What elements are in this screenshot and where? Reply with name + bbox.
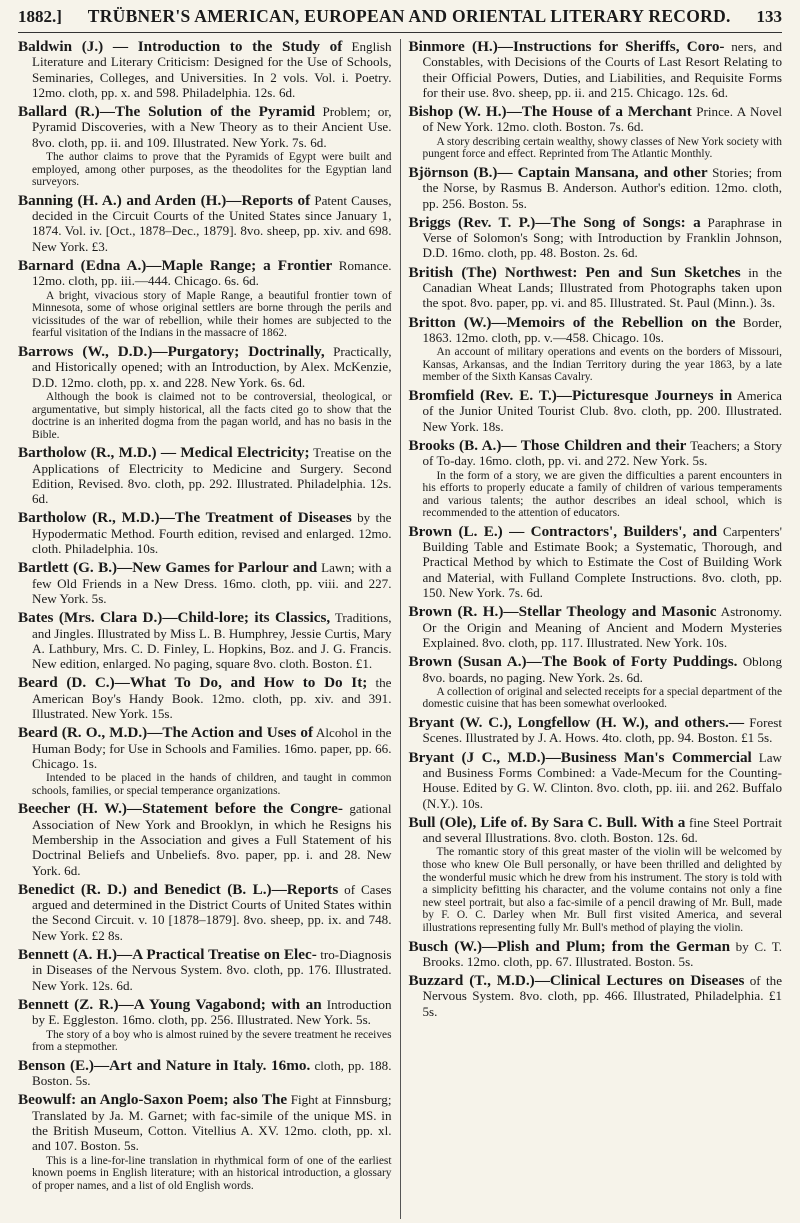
entry-note: A collection of original and selected receipts for a special department of the domestic cuisine that has been somewhat overlooked.	[422, 685, 782, 711]
entry-details: Law and Business Forms Combined: a Vade-Mecum for the Counting-House. Edited by G. W. Clinton. 8vo. cloth, pp. iii. and 262. Buffalo (N.Y.). 10s.	[422, 749, 782, 811]
entry-details: Traditions, and Jingles. Illustrated by Miss L. B. Humphrey, Jessie Curtis, Mary A. Lathbury, Mrs. C. D. Finley, L. Hopkins, Boz. and J. G. Francis. New edition, enlarged. No paging, square 8vo. cloth. Boston. £1.	[32, 610, 392, 672]
entry-note: Intended to be placed in the hands of children, and taught in common schools, families, or special temperance organizations.	[32, 772, 392, 797]
entry-heading: Baldwin (J.) — Introduction to the Study of	[18, 39, 343, 55]
entry-heading: Benedict (R. D.) and Benedict (B. L.)—Reports	[18, 880, 339, 898]
right-column	[401, 39, 783, 1219]
catalogue-entry	[409, 315, 783, 384]
entry-details: English Literature and Literary Criticism: Designed for the Use of Schools, Seminaries, Colleges, and Universities. In 2 vols. Vol. i. Poetry. 12mo. cloth, pp. x. and 598. Philadelphia. 12s. 6d.	[32, 39, 392, 100]
header-title: TRÜBNER'S AMERICAN, EUROPEAN AND ORIENTAL LITERARY RECORD.	[87, 6, 731, 26]
entry-heading: British (The) Northwest: Pen and Sun Sketches	[408, 263, 741, 281]
entry-heading: Bartholow (R., M.D.)—The Treatment of Diseases	[18, 509, 352, 527]
catalogue-entry	[409, 715, 783, 746]
entry-heading: Buzzard (T., M.D.)—Clinical Lectures on Diseases	[408, 972, 745, 990]
entry-note: A story describing certain wealthy, showy classes of New York society with pungent force and effect. Reprinted from The Atlantic Monthly.	[422, 135, 782, 161]
entry-details: Fight at Finnsburg; Translated by Ja. M. Garnet; with fac-simile of the unique MS. in the British Museum, Cotton. Vitellius A. XV. 12mo. cloth, pp. xl. and 107. Boston. 5s.	[32, 1092, 392, 1154]
entry-details: Astronomy. Or the Origin and Meaning of Ancient and Modern Mysteries Explained. 8vo. cloth, pp. 117. Illustrated. New York. 10s.	[422, 604, 782, 650]
entry-heading: Briggs (Rev. T. P.)—The Song of Songs: a	[408, 213, 701, 231]
entry-heading: Brooks (B. A.)— Those Children and their	[408, 436, 687, 454]
entry-heading: Bryant (J C., M.D.)—Business Man's Commercial	[408, 748, 752, 766]
entry-details: Introduction by E. Eggleston. 16mo. cloth, pp. 256. Illustrated. New York. 5s.	[32, 996, 392, 1028]
catalogue-entry	[409, 939, 783, 970]
catalogue-entry	[409, 815, 783, 935]
catalogue-entry	[409, 165, 783, 211]
entry-details: by the Hypodermatic Method. Fourth edition, revised and enlarged. 12mo. cloth. Philadelphia. 10s.	[32, 510, 392, 557]
columns	[18, 39, 782, 1219]
running-header	[18, 6, 782, 33]
catalogue-entry	[18, 801, 392, 877]
entry-heading: Bryant (W. C.), Longfellow (H. W.), and others.—	[408, 714, 745, 732]
entry-details: in the Canadian Wheat Lands; Illustrated from Photographs taken upon the spot. 8vo. paper, pp. vi. and 85. Illustrated. St. Paul (Minn.). 3s.	[422, 264, 782, 311]
entry-details: cloth, pp. 188. Boston. 5s.	[32, 1057, 392, 1089]
entry-note: The romantic story of this great master of the violin will be welcomed by those who knew Ole Bull personally, or have been thrilled and delighted by the wonderful music which he drew from his instrument. The story is told with a simplicity befitting his character, and the volume contains not only a fine new steel portrait, but also a fac-simile of a pencil drawing of Mr. Bull, made by F. O. C. Darley when Mr. Bull first visited America, and several illustrations representing fully Mr. Bull's method of playing the violin.	[422, 846, 782, 934]
catalogue-entry	[409, 973, 783, 1019]
catalogue-entry	[18, 193, 392, 254]
entry-heading: Britton (W.)—Memoirs of the Rebellion on the	[408, 313, 736, 331]
entry-details: by C. T. Brooks. 12mo. cloth, pp. 67. Illustrated. Boston. 5s.	[422, 938, 782, 969]
catalogue-entry	[409, 39, 783, 100]
catalogue-entry	[409, 215, 783, 261]
entry-heading: Beecher (H. W.)—Statement before the Congre-	[18, 800, 343, 818]
catalogue-entry	[18, 258, 392, 340]
entry-heading: Barnard (Edna A.)—Maple Range; a Frontier	[18, 257, 333, 275]
entry-details: Romance. 12mo. cloth, pp. iii.—444. Chicago. 6s. 6d.	[32, 258, 392, 289]
entry-heading: Brown (Susan A.)—The Book of Forty Puddings.	[408, 653, 738, 671]
page-number: 133	[756, 7, 782, 26]
header-year: 1882.]	[18, 7, 62, 26]
entry-details: Problem; or, Pyramid Discoveries, with a New Theory as to their Ancient Use. 8vo. cloth, pp. ii. and 109. Illustrated. New York. 7s. 6d.	[32, 104, 392, 150]
entry-details: of the Nervous System. 8vo. cloth, pp. 466. Illustrated, Philadelphia. £1 5s.	[422, 973, 782, 1019]
entry-note: A bright, vivacious story of Maple Range, a beautiful frontier town of Minnesota, some of whose original settlers are borne through the perils and vicissitudes of the war of rebellion, while their homes are subjected to the fearful visitation of the Indians in the massacre of 1862.	[32, 289, 392, 340]
entry-heading: Bates (Mrs. Clara D.)—Child-lore; its Classics,	[18, 609, 331, 627]
entry-details: Patent Causes, decided in the Circuit Courts of the United States since January 1, 1874. Vol. iv. [Oct., 1878–Dec., 1879]. 8vo. sheep, pp. xiv. and 698. New York. £3.	[32, 192, 392, 254]
entry-heading: Banning (H. A.) and Arden (H.)—Reports of	[18, 191, 311, 209]
entry-details: fine Steel Portrait and several Illustrations. 8vo. cloth. Boston. 12s. 6d.	[422, 814, 782, 846]
catalogue-entry	[18, 104, 392, 189]
catalogue-entry	[18, 39, 392, 100]
entry-details: Stories; from the Norse, by Rasmus B. Anderson. Author's edition. 12mo. cloth, pp. 256. Boston. 5s.	[422, 164, 782, 211]
entry-heading: Beard (R. O., M.D.)—The Action and Uses of	[18, 724, 314, 742]
entry-details: the American Boy's Handy Book. 12mo. cloth, pp. xiv. and 391. Illustrated. New York. 15s.	[32, 675, 392, 722]
entry-heading: Björnson (B.)— Captain Mansana, and other	[408, 163, 708, 181]
catalogue-entry	[18, 610, 392, 671]
entry-note: This is a line-for-line translation in rhythmical form of one of the earliest known poems in English literature; with an historical introduction, a glossary of proper names, and a list of old English words.	[32, 1154, 392, 1192]
entry-note: In the form of a story, we are given the difficulties a parent encounters in his efforts to properly educate a family of children of various temperaments and various talents; the author describes an ideal school, which is recommended to the attention of educators.	[422, 469, 782, 520]
entry-heading: Brown (L. E.) — Contractors', Builders', and	[408, 522, 718, 540]
catalogue-entry	[18, 445, 392, 506]
catalogue-entry	[409, 438, 783, 520]
catalogue-entry	[409, 604, 783, 650]
catalogue-entry	[18, 1092, 392, 1192]
catalogue-entry	[409, 654, 783, 711]
entry-details: Border, 1863. 12mo. cloth, pp. v.—458. Chicago. 10s.	[422, 314, 782, 345]
entry-note: The story of a boy who is almost ruined by the severe treatment he receives from a stepmother.	[32, 1028, 392, 1054]
entry-details: of Cases argued and determined in the District Courts of United States within the Second Circuit. v. 10 [1878–1879]. 8vo. sheep, pp. ix. and 748. New York. £2 8s.	[32, 881, 392, 943]
entry-note: Although the book is claimed not to be controversial, theological, or argumentative, but simply historical, all the facts cited go to show that the doctrine is an inherited dogma from the pagan world, and has no basis in the Bible.	[32, 390, 392, 441]
catalogue-entry	[18, 725, 392, 797]
entry-heading: Brown (R. H.)—Stellar Theology and Masonic	[408, 603, 717, 621]
entry-heading: Barrows (W., D.D.)—Purgatory; Doctrinally,	[18, 343, 325, 361]
catalogue-entry	[18, 510, 392, 556]
entry-details: America of the Junior United Tourist Club. 8vo. cloth, pp. 200. Illustrated. New York. 18s.	[422, 388, 782, 434]
entry-heading: Bennett (A. H.)—A Practical Treatise on Elec-	[18, 946, 317, 964]
entry-details: Paraphrase in Verse of Solomon's Song; with Introduction by Franklin Johnson, D.D. 16mo. cloth, pp. 48. Boston. 2s. 6d.	[422, 214, 782, 261]
entry-heading: Bishop (W. H.)—The House of a Merchant	[408, 103, 692, 121]
entry-details: Oblong 8vo. boards, no paging. New York. 2s. 6d.	[422, 654, 782, 685]
catalogue-entry	[18, 560, 392, 606]
entry-heading: Ballard (R.)—The Solution of the Pyramid	[18, 103, 316, 121]
entry-heading: Benson (E.)—Art and Nature in Italy. 16mo.	[18, 1056, 311, 1074]
catalogue-entry	[18, 882, 392, 943]
entry-heading: Busch (W.)—Plish and Plum; from the German	[408, 937, 731, 955]
catalogue-entry	[18, 997, 392, 1054]
catalogue-entry	[18, 1058, 392, 1089]
entry-details: Lawn; with a few Old Friends in a New Dress. 16mo. cloth, pp. viii. and 227. New York. 5s.	[32, 560, 392, 606]
entry-heading: Bartholow (R., M.D.) — Medical Electricity;	[18, 444, 310, 462]
entry-details: Teachers; a Story of To-day. 16mo. cloth, pp. vi. and 272. New York. 5s.	[422, 437, 782, 469]
entry-details: Alcohol in the Human Body; for Use in Schools and Families. 16mo. paper, pp. 66. Chicago. 1s.	[32, 725, 392, 771]
catalogue-entry	[409, 750, 783, 811]
entry-heading: Bennett (Z. R.)—A Young Vagabond; with an	[18, 995, 322, 1013]
entry-details: tro-Diagnosis in Diseases of the Nervous System. 8vo. cloth, pp. 176. Illustrated. New York. 12s. 6d.	[32, 947, 392, 993]
entry-heading: Bull (Ole), Life of. By Sara C. Bull. With a	[408, 813, 686, 831]
entry-note: An account of military operations and events on the borders of Missouri, Kansas, Arkansas, and the Indian Territory during the year 1863, by a late member of the Sixth Kansas Cavalry.	[422, 346, 782, 384]
entry-heading: Binmore (H.)—Instructions for Sheriffs, Coro-	[408, 39, 725, 55]
entry-heading: Beard (D. C.)—What To Do, and How to Do It;	[18, 674, 368, 692]
catalogue-entry	[409, 104, 783, 161]
catalogue-entry	[18, 947, 392, 993]
catalogue-entry	[409, 265, 783, 311]
entry-details: ners, and Constables, with Decisions of the Courts of Last Resort Relating to their Official Powers, Duties, and Liabilities, and Requisite Forms for their use. 8vo. sheep, pp. ii. and 215. Chicago. 12s. 6d.	[422, 39, 782, 100]
entry-details: Treatise on the Applications of Electricity to Medicine and Surgery. Second Edition, Revised. 8vo. cloth, pp. 292. Illustrated. Philadelphia. 12s. 6d.	[32, 445, 392, 507]
entry-heading: Beowulf: an Anglo-Saxon Poem; also The	[18, 1091, 288, 1109]
catalogue-entry	[409, 388, 783, 434]
entry-details: Prince. A Novel of New York. 12mo. cloth. Boston. 7s. 6d.	[422, 104, 782, 135]
entry-details: Carpenters' Building Table and Estimate Book; a Systematic, Thorough, and Practical Method by which to Estimate the Cost of Building Work and Material, with Fulland Complete Instructions. 8vo. cloth, pp. 150. New York. 7s. 6d.	[422, 523, 782, 601]
entry-heading: Bromfield (Rev. E. T.)—Picturesque Journeys in	[408, 387, 733, 405]
entry-details: Practically, and Historically opened; with an Introduction, by Alex. McKenzie, D.D. 12mo. cloth, pp. x. and 228. New York. 6s. 6d.	[32, 344, 392, 390]
entry-heading: Bartlett (G. B.)—New Games for Parlour and	[18, 559, 318, 577]
entry-details: Forest Scenes. Illustrated by J. A. Hows. 4to. cloth, pp. 94. Boston. £1 5s.	[422, 715, 782, 746]
catalogue-entry	[409, 524, 783, 600]
entry-details: gational Association of New York and Brooklyn, in which he Resigns his Membership in the Association and gives a Full Statement of his Doctrinal Beliefs and Unbeliefs. 8vo. paper, pp. i. and 28. New York. 6d.	[32, 801, 392, 878]
catalogue-entry	[18, 675, 392, 721]
entry-note: The author claims to prove that the Pyramids of Egypt were built and employed, among other purposes, as the theodolites for the Egyptian land surveyors.	[32, 151, 392, 189]
left-column	[18, 39, 401, 1219]
catalogue-entry	[18, 344, 392, 441]
